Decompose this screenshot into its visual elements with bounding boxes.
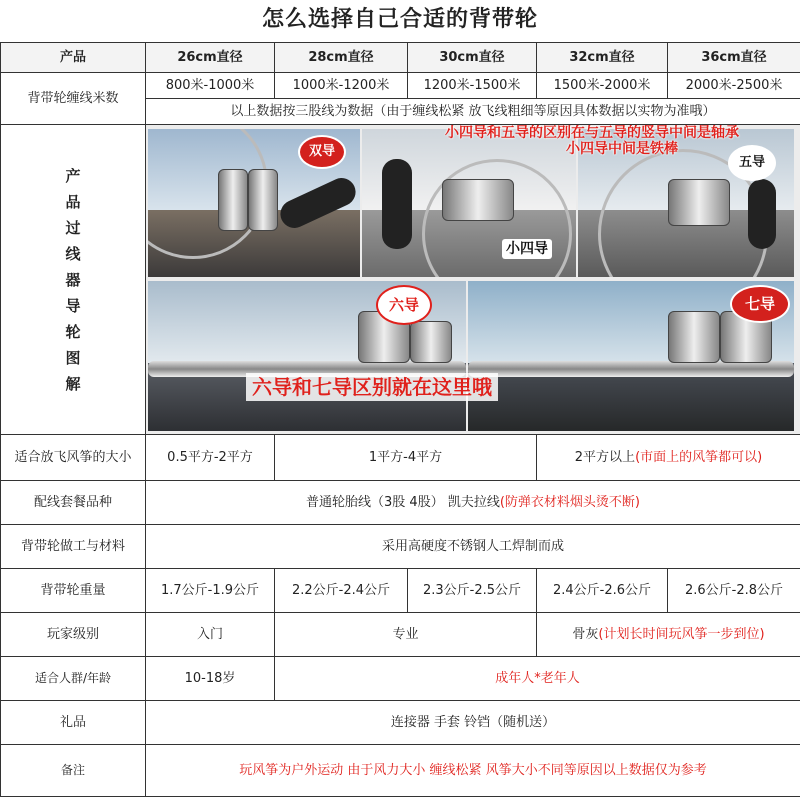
- guides-photo-area: [146, 125, 800, 435]
- capacity-value: 1000米-1200米: [275, 73, 408, 99]
- col-26cm: 26cm直径: [146, 43, 275, 73]
- badge-five-guide: 五导: [728, 145, 776, 181]
- guide-roller-graphic: [248, 169, 278, 231]
- crowd-value-adults: 成年人*老年人: [275, 657, 800, 701]
- kite-size-label: 适合放飞风筝的大小: [1, 435, 146, 481]
- gift-value: 连接器 手套 铃铛（随机送）: [146, 701, 800, 745]
- badge-seven-guide: 七导: [730, 285, 790, 323]
- header-label: 产品: [1, 43, 146, 73]
- col-28cm: 28cm直径: [275, 43, 408, 73]
- capacity-label: 背带轮缠线米数: [1, 73, 146, 125]
- capacity-note: 以上数据按三股线为数据（由于缠线松紧 放飞线粗细等原因具体数据以实物为准哦）: [146, 99, 800, 125]
- kite-size-value: 1平方-4平方: [275, 435, 537, 481]
- kite-size-value: [537, 435, 800, 481]
- line-package-note: (防弹衣材料烟头烫不断): [499, 494, 640, 510]
- kite-size-value: 0.5平方-2平方: [146, 435, 275, 481]
- frame-tube-graphic: [468, 361, 794, 377]
- guide-roller-graphic: [668, 179, 730, 226]
- line-package-text: 普通轮胎线（3股 4股） 凯夫拉线: [306, 494, 500, 510]
- material-row: [1, 525, 800, 569]
- remark-value: 玩风筝为户外运动 由于风力大小 缠线松紧 风筝大小不同等原因以上数据仅为参考: [146, 745, 800, 797]
- weight-row: [1, 569, 800, 613]
- remark-label: 备注: [1, 745, 146, 797]
- photo-small-four-guide: [362, 129, 576, 277]
- col-36cm: 36cm直径: [668, 43, 800, 73]
- kite-size-row: [1, 435, 800, 481]
- badge-double-guide: 双导: [298, 135, 346, 169]
- caption-four-vs-five: 小四导和五导的区别在与五导的竖导中间是轴承: [445, 124, 739, 141]
- col-32cm: 32cm直径: [537, 43, 668, 73]
- caption-six-vs-seven: 六导和七导区别就在这里哦: [246, 373, 498, 401]
- page-title: 怎么选择自己合适的背带轮: [261, 7, 538, 32]
- level-value: [537, 613, 800, 657]
- level-expert-note: (计划长时间玩风筝一步到位): [598, 626, 765, 642]
- guide-roller-graphic: [410, 321, 452, 363]
- photo-six-guide: [148, 281, 466, 431]
- capacity-value: 1200米-1500米: [408, 73, 537, 99]
- crowd-row: [1, 657, 800, 701]
- weight-label: 背带轮重量: [1, 569, 146, 613]
- line-package-label: 配线套餐品种: [1, 481, 146, 525]
- kite-size-note: (市面上的风筝都可以): [635, 449, 763, 465]
- gift-row: [1, 701, 800, 745]
- line-package-row: [1, 481, 800, 525]
- level-label: 玩家级别: [1, 613, 146, 657]
- gift-label: 礼品: [1, 701, 146, 745]
- guide-roller-graphic: [442, 179, 514, 221]
- guide-roller-graphic: [668, 311, 720, 363]
- material-label: 背带轮做工与材料: [1, 525, 146, 569]
- caption-four-iron-rod: 小四导中间是铁棒: [566, 140, 678, 157]
- guides-photos: [146, 124, 796, 433]
- weight-value: 2.3公斤-2.5公斤: [408, 569, 537, 613]
- guide-roller-graphic: [218, 169, 248, 231]
- badge-small-four-guide: 小四导: [502, 239, 552, 260]
- level-value: 入门: [146, 613, 275, 657]
- remark-row: [1, 745, 800, 797]
- header-row: [1, 43, 800, 73]
- level-row: [1, 613, 800, 657]
- kite-size-large: 2平方以上: [574, 449, 636, 465]
- handle-graphic: [382, 159, 412, 249]
- level-expert: 骨灰: [572, 626, 599, 642]
- photo-double-guide: [148, 129, 360, 277]
- photo-seven-guide: [468, 281, 794, 431]
- capacity-value: 1500米-2000米: [537, 73, 668, 99]
- weight-value: 2.6公斤-2.8公斤: [668, 569, 800, 613]
- comparison-table: [0, 42, 800, 797]
- material-value: 采用高硬度不锈钢人工焊制而成: [146, 525, 800, 569]
- guides-label: [1, 125, 146, 435]
- level-value: 专业: [275, 613, 537, 657]
- badge-six-guide: 六导: [376, 285, 432, 325]
- weight-value: 1.7公斤-1.9公斤: [146, 569, 275, 613]
- line-package-value: [146, 481, 800, 525]
- guides-label-text: 产 品 过 线 器 导 轮 图 解: [65, 166, 81, 393]
- crowd-value: 10-18岁: [146, 657, 275, 701]
- capacity-value: 800米-1000米: [146, 73, 275, 99]
- weight-value: 2.2公斤-2.4公斤: [275, 569, 408, 613]
- guides-row: [1, 125, 800, 435]
- weight-value: 2.4公斤-2.6公斤: [537, 569, 668, 613]
- crowd-label: 适合人群/年龄: [1, 657, 146, 701]
- col-30cm: 30cm直径: [408, 43, 537, 73]
- capacity-row: [1, 73, 800, 99]
- capacity-value: 2000米-2500米: [668, 73, 800, 99]
- handle-graphic: [748, 179, 776, 249]
